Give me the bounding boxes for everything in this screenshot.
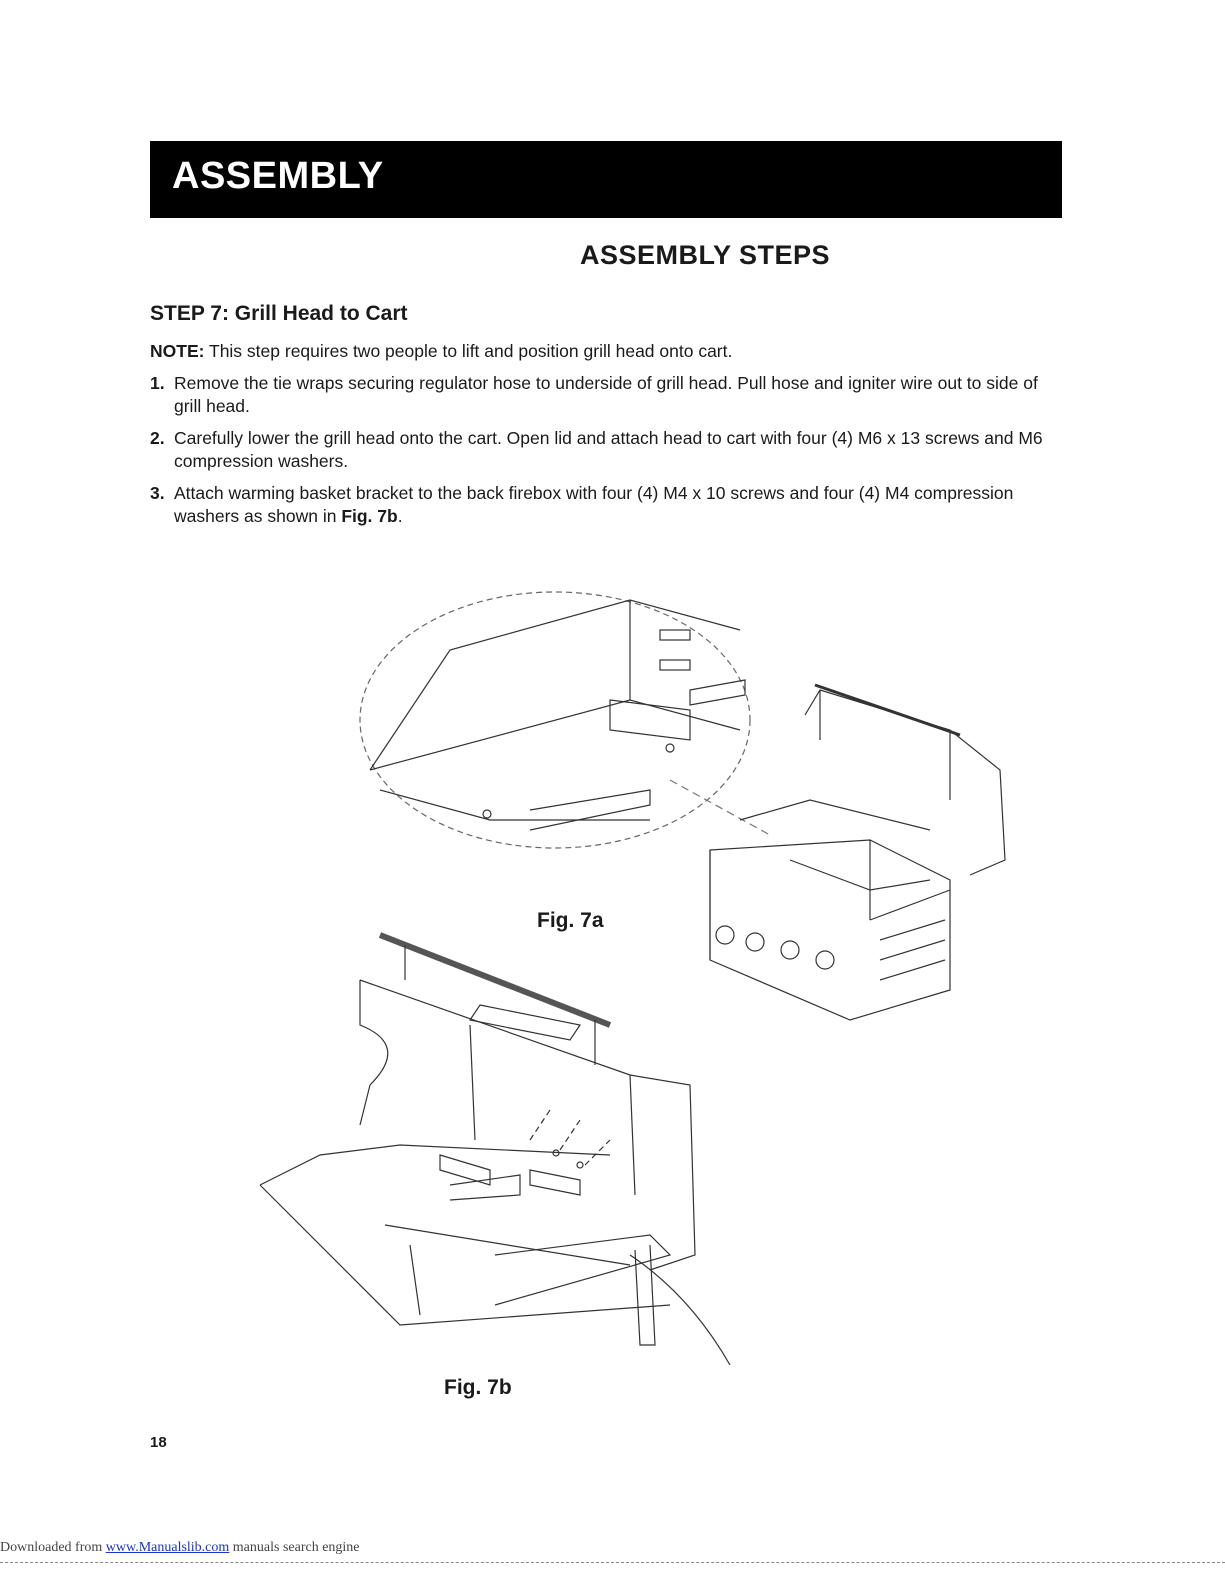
note-paragraph	[150, 340, 1060, 363]
fig-7b-illustration	[250, 925, 740, 1365]
section-title: ASSEMBLY STEPS	[579, 240, 831, 270]
step-item-2	[150, 427, 1060, 473]
step-title: STEP 7: Grill Head to Cart	[150, 302, 408, 325]
fig-reference: Fig. 7b	[341, 506, 398, 526]
page-number: 18	[150, 1434, 167, 1451]
footer-suffix: manuals search engine	[229, 1540, 360, 1555]
footer-prefix: Downloaded from	[0, 1540, 106, 1555]
footer-divider	[0, 1562, 1225, 1563]
step-item-3	[150, 482, 1060, 528]
note-label: NOTE:	[150, 341, 205, 361]
step-item-text-after: .	[397, 506, 403, 526]
step-item-number: 3.	[150, 483, 165, 503]
manualslib-link[interactable]: www.Manualslib.com	[105, 1540, 230, 1555]
banner-title: ASSEMBLY	[172, 155, 384, 197]
step-item-number: 2.	[150, 428, 165, 448]
step-item-number: 1.	[150, 373, 165, 393]
section-banner	[150, 141, 1062, 218]
fig-7b-label: Fig. 7b	[444, 1376, 512, 1399]
fig-7a-label: Fig. 7a	[537, 909, 604, 932]
step-item-text	[174, 482, 1060, 528]
step-item-1	[150, 372, 1060, 418]
footer-text	[0, 1540, 360, 1556]
step-item-text-before: Attach warming basket bracket to the back firebox with four (4) M4 x 10 screws and four (4) M4 compression washers as shown in	[174, 483, 1014, 526]
step-item-text: Carefully lower the grill head onto the cart. Open lid and attach head to cart with four (4) M6 x 13 screws and M6 compression washers.	[174, 428, 1043, 471]
note-text: This step requires two people to lift and position grill head onto cart.	[204, 341, 733, 361]
step-item-text: Remove the tie wraps securing regulator hose to underside of grill head. Pull hose and igniter wire out to side of grill head.	[174, 373, 1038, 416]
